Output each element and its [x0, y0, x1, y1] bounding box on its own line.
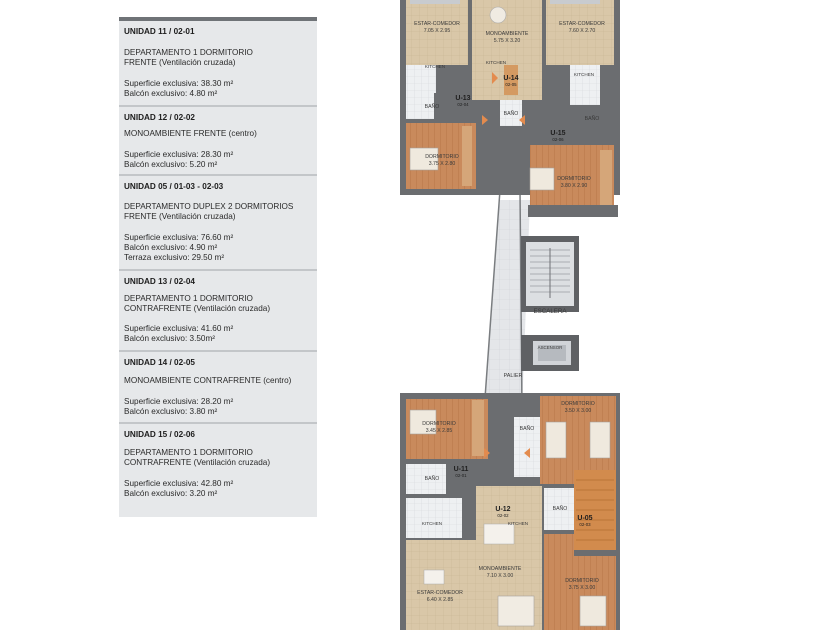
unit-title: UNIDAD 14 / 02-05: [124, 358, 195, 367]
room-label: KITCHEN: [485, 60, 507, 65]
room-label: DORMITORIO: [565, 578, 599, 584]
unit-desc-line: CONTRAFRENTE (Ventilación cruzada): [124, 458, 271, 467]
room-label: BAÑO: [424, 104, 440, 110]
unit-area-line: Balcón exclusivo: 3.20 m²: [124, 489, 218, 498]
unit-title: UNIDAD 05 / 01-03 - 02-03: [124, 182, 224, 191]
unit-code: U-13: [455, 95, 471, 102]
unit-title: UNIDAD 11 / 02-01: [124, 27, 195, 36]
landing-label: PALIER: [503, 373, 523, 379]
unit-subcode: 02-06: [552, 137, 564, 142]
unit-code: U-15: [550, 130, 566, 137]
unit-14-block: [119, 352, 317, 424]
room-dims: 3.45 X 2.85: [425, 428, 453, 434]
room-dims: 7.10 X 3.00: [486, 573, 514, 579]
unit-desc-line: MONOAMBIENTE CONTRAFRENTE (centro): [124, 376, 292, 385]
unit-desc-line: DEPARTAMENTO 1 DORMITORIO: [124, 48, 253, 57]
unit-area-line: Balcón exclusivo: 4.90 m²: [124, 243, 218, 252]
unit-area-line: Balcón exclusivo: 3.50m²: [124, 334, 216, 343]
units-legend-panel: [119, 17, 317, 517]
unit-code: U-05: [577, 515, 593, 522]
unit-code: U-11: [453, 466, 469, 473]
unit-desc-line: DEPARTAMENTO 1 DORMITORIO: [124, 448, 253, 457]
room-label: ESTAR-COMEDOR: [559, 21, 605, 27]
room-label: BAÑO: [552, 506, 568, 512]
unit-code: U-14: [503, 75, 519, 82]
room-label: ESTAR-COMEDOR: [414, 21, 460, 27]
room-label: BAÑO: [584, 116, 600, 122]
floor-plan: [380, 0, 640, 630]
unit-desc-line: DEPARTAMENTO 1 DORMITORIO: [124, 294, 253, 303]
room-label: DORMITORIO: [425, 154, 459, 160]
room-label: BAÑO: [503, 111, 519, 117]
elevator-label: ASCENSOR: [537, 345, 563, 350]
unit-area-line: Balcón exclusivo: 5.20 m²: [124, 160, 218, 169]
unit-11-block: [119, 21, 317, 107]
room-label: BAÑO: [519, 426, 535, 432]
room-dims: 3.75 X 3.00: [568, 585, 596, 591]
unit-area-line: Superficie exclusiva: 38.30 m²: [124, 79, 234, 88]
room-label: BAÑO: [424, 476, 440, 482]
unit-desc-line: FRENTE (Ventilación cruzada): [124, 58, 236, 67]
stair-label: ESCALERA: [533, 308, 567, 315]
room-label: KITCHEN: [421, 521, 443, 526]
unit-12-block: [119, 107, 317, 176]
unit-area-line: Superficie exclusiva: 41.60 m²: [124, 324, 234, 333]
unit-area-line: Superficie exclusiva: 42.80 m²: [124, 479, 234, 488]
unit-subcode: 02-01: [455, 473, 467, 478]
room-dims: 3.75 X 2.80: [428, 161, 456, 167]
unit-area-line: Terraza exclusivo: 29.50 m²: [124, 253, 225, 262]
unit-area-line: Superficie exclusiva: 28.30 m²: [124, 150, 234, 159]
room-label: DORMITORIO: [422, 421, 456, 427]
unit-13-block: [119, 271, 317, 352]
unit-area-line: Balcón exclusivo: 3.80 m²: [124, 407, 218, 416]
unit-desc-line: FRENTE (Ventilación cruzada): [124, 212, 236, 221]
room-dims: 7.05 X 2.95: [423, 28, 451, 34]
unit-15-block: [119, 424, 317, 517]
unit-title: UNIDAD 15 / 02-06: [124, 430, 195, 439]
room-label: MONOAMBIENTE: [478, 566, 522, 572]
unit-area-line: Superficie exclusiva: 76.60 m²: [124, 233, 234, 242]
room-label: ESTAR-COMEDOR: [417, 590, 463, 596]
unit-05-block: [119, 176, 317, 271]
unit-title: UNIDAD 13 / 02-04: [124, 277, 195, 286]
room-dims: 5.75 X 3.20: [493, 38, 521, 44]
unit-subcode: 02-02: [497, 513, 509, 518]
room-label: KITCHEN: [424, 64, 446, 69]
room-label: MONOAMBIENTE: [485, 31, 529, 37]
unit-desc-line: MONOAMBIENTE FRENTE (centro): [124, 129, 257, 138]
room-label: DORMITORIO: [557, 176, 591, 182]
unit-title: UNIDAD 12 / 02-02: [124, 113, 195, 122]
unit-desc-line: CONTRAFRENTE (Ventilación cruzada): [124, 304, 271, 313]
room-label: KITCHEN: [507, 521, 529, 526]
floor-plan-drawing: [380, 0, 640, 630]
room-label: DORMITORIO: [561, 401, 595, 407]
unit-desc-line: DEPARTAMENTO DUPLEX 2 DORMITORIOS: [124, 202, 294, 211]
room-dims: 7.60 X 2.70: [568, 28, 596, 34]
unit-subcode: 02-04: [457, 102, 469, 107]
unit-area-line: Superficie exclusiva: 28.20 m²: [124, 397, 234, 406]
unit-code: U-12: [495, 506, 511, 513]
room-dims: 6.40 X 2.85: [426, 597, 454, 603]
room-dims: 3.80 X 2.90: [560, 183, 588, 189]
room-dims: 3.50 X 3.00: [564, 408, 592, 414]
unit-subcode: 02-03: [579, 522, 591, 527]
room-label: KITCHEN: [573, 72, 595, 77]
unit-area-line: Balcón exclusivo: 4.80 m²: [124, 89, 218, 98]
unit-subcode: 02-05: [505, 82, 517, 87]
